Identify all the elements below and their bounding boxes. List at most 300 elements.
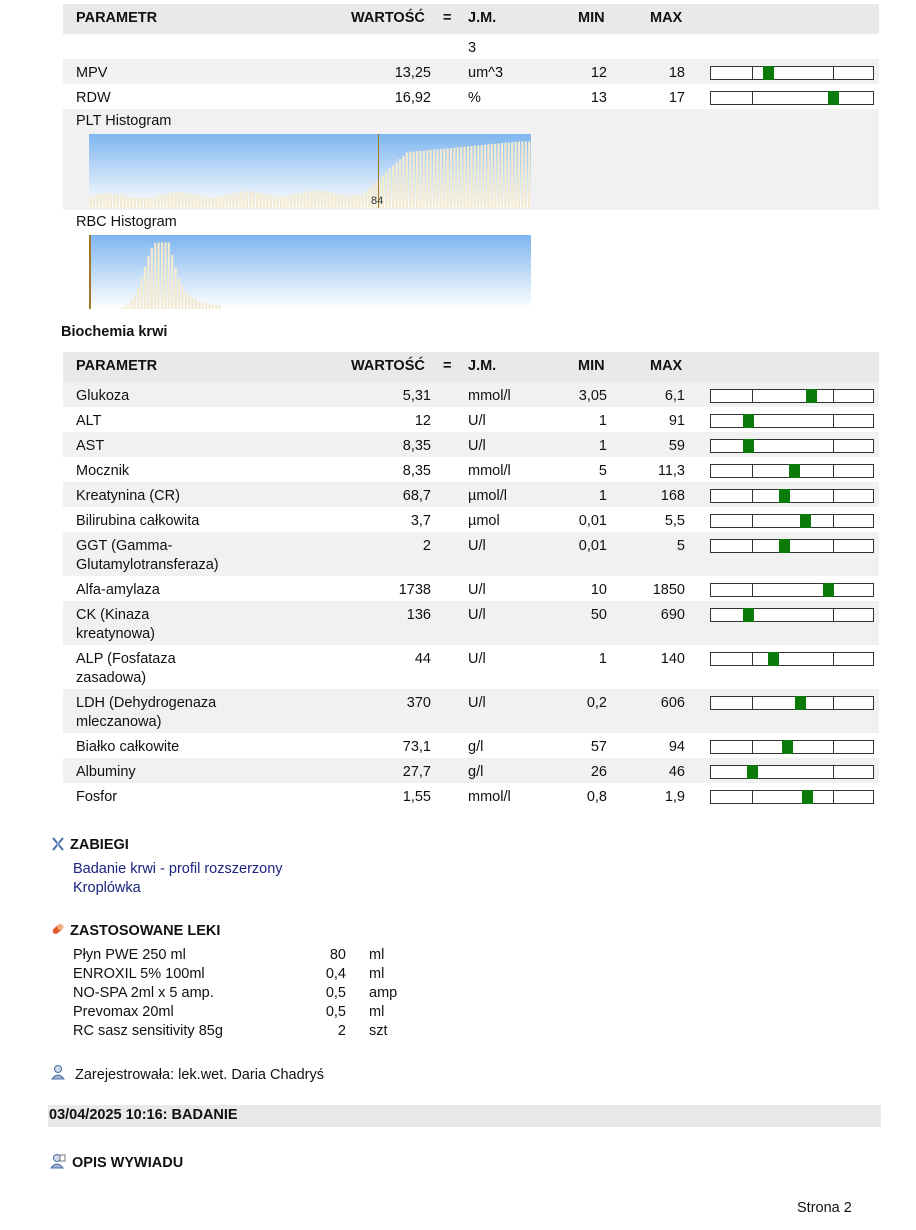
histogram-bar (130, 197, 132, 208)
col-param: PARAMETR (76, 358, 158, 374)
param-name: Bilirubina całkowita (76, 513, 200, 529)
col-max: MAX (650, 10, 683, 26)
histogram-bar (215, 305, 217, 309)
table-row (63, 689, 879, 733)
histogram-bar (324, 191, 326, 208)
histogram-bar (171, 193, 173, 208)
histogram-bar (236, 193, 238, 209)
param-unit: µmol (468, 513, 500, 529)
histogram-bar (158, 196, 160, 208)
histogram-bar (283, 196, 285, 208)
histogram-bar (147, 256, 149, 309)
histogram-bar (192, 194, 194, 208)
histogram-bar (355, 195, 357, 208)
param-name: Albuminy (76, 764, 136, 780)
histogram-bar (270, 195, 272, 208)
range-indicator (710, 66, 874, 80)
histogram-bar (504, 143, 506, 208)
table-row (63, 532, 879, 576)
histogram-bar (154, 197, 156, 209)
histogram-bar (205, 303, 207, 309)
table-row (63, 507, 879, 532)
procedures-icon (50, 836, 66, 852)
histogram-bar (164, 194, 166, 208)
param-unit: U/l (468, 695, 486, 711)
histogram-bar (209, 304, 211, 309)
param-value: 136 (406, 607, 431, 623)
param-unit: U/l (468, 538, 486, 554)
param-unit: 3 (468, 40, 477, 56)
histogram-bar (280, 197, 282, 209)
histogram-bar (198, 301, 200, 309)
param-name: ALT (76, 413, 102, 429)
col-unit: J.M. (468, 358, 497, 374)
range-marker (779, 539, 790, 553)
param-unit: g/l (468, 764, 484, 780)
range-tick (833, 390, 834, 402)
histogram-bar (433, 150, 435, 208)
histogram-bar (168, 243, 170, 310)
histogram-bar (113, 194, 115, 209)
param-name: Mocznik (76, 463, 130, 479)
param-name: LDH (Dehydrogenaza mleczanowa) (76, 695, 217, 730)
param-unit: U/l (468, 582, 486, 598)
histogram-bar (141, 198, 143, 208)
visit-header: 03/04/2025 10:16: BADANIE (49, 1107, 238, 1123)
histogram-bar (161, 243, 163, 310)
param-max: 606 (660, 695, 685, 711)
range-marker (743, 608, 754, 622)
histogram-bar (226, 195, 228, 208)
param-min: 0,01 (578, 513, 607, 529)
histogram-bar (219, 197, 221, 208)
histogram-bar (477, 145, 479, 208)
histogram-bar (416, 151, 418, 208)
param-min: 1 (598, 651, 607, 667)
histogram-bar (321, 191, 323, 208)
param-max: 168 (660, 488, 685, 504)
histogram-bar (253, 192, 255, 208)
histogram-bar (256, 192, 258, 208)
param-value: 370 (406, 695, 431, 711)
param-unit: U/l (468, 651, 486, 667)
param-name: Białko całkowite (76, 739, 180, 755)
table-row (63, 576, 879, 601)
histogram-bar (362, 194, 364, 208)
histogram-bar (141, 278, 143, 309)
histogram-bar (195, 195, 197, 208)
param-min: 3,05 (578, 388, 607, 404)
histogram-bar (120, 308, 122, 309)
table-row (63, 432, 879, 457)
medication-qty: 2 (337, 1023, 346, 1039)
histogram-bar (399, 159, 401, 208)
histogram-bar (164, 243, 166, 310)
procedures-title: ZABIEGI (70, 837, 129, 853)
medication-qty: 0,5 (325, 1004, 346, 1020)
rbc-histogram-bars (89, 235, 531, 309)
histogram-bar (103, 193, 105, 208)
histogram-bar (266, 195, 268, 208)
registered-by: Zarejestrowała: lek.wet. Daria Chadryś (75, 1067, 325, 1083)
range-tick (833, 465, 834, 477)
param-max: 59 (668, 438, 685, 454)
param-min: 1 (598, 488, 607, 504)
range-indicator (710, 765, 874, 779)
param-unit: mmol/l (468, 388, 511, 404)
histogram-bar (440, 149, 442, 208)
medication-qty: 0,4 (325, 966, 346, 982)
param-name: RDW (76, 90, 111, 106)
range-indicator (710, 414, 874, 428)
col-value: WARTOŚĆ (351, 358, 425, 374)
histogram-bar (127, 196, 129, 208)
range-tick (752, 67, 753, 79)
param-value: 3,7 (410, 513, 431, 529)
range-tick (752, 390, 753, 402)
param-min: 10 (590, 582, 607, 598)
param-min: 0,8 (586, 789, 607, 805)
range-tick (833, 653, 834, 665)
param-value: 73,1 (402, 739, 431, 755)
param-unit: % (468, 90, 481, 106)
param-value: 1,55 (402, 789, 431, 805)
histogram-bar (419, 151, 421, 208)
histogram-bar (161, 195, 163, 208)
range-tick (752, 791, 753, 803)
param-unit: µmol/l (468, 488, 507, 504)
histogram-bar (498, 144, 500, 209)
range-tick (833, 540, 834, 552)
histogram-bar (249, 191, 251, 208)
col-min: MIN (578, 10, 605, 26)
range-tick (833, 415, 834, 427)
histogram-bar (511, 142, 513, 208)
range-tick (752, 741, 753, 753)
histogram-bar (120, 195, 122, 208)
param-unit: U/l (468, 438, 486, 454)
plt-histogram-chart (89, 134, 531, 208)
medication-unit: amp (369, 985, 398, 1001)
range-tick (833, 440, 834, 452)
histogram-bar (351, 196, 353, 208)
medication-name: Płyn PWE 250 ml (73, 947, 186, 963)
medication-unit: ml (369, 947, 385, 963)
histogram-bar (124, 196, 126, 209)
histogram-bar (277, 196, 279, 208)
param-value: 8,35 (402, 463, 431, 479)
param-min: 26 (590, 764, 607, 780)
param-min: 13 (590, 90, 607, 106)
biochem-table-header (63, 352, 879, 382)
histogram-bar (338, 194, 340, 208)
medications-title: ZASTOSOWANE LEKI (70, 923, 221, 939)
param-max: 5 (676, 538, 685, 554)
range-marker (782, 740, 793, 754)
histogram-bar (212, 197, 214, 208)
histogram-bar (389, 169, 391, 208)
histogram-bar (450, 148, 452, 208)
param-name: Glukoza (76, 388, 130, 404)
histogram-bar (209, 197, 211, 208)
range-indicator (710, 91, 874, 105)
param-unit: mmol/l (468, 789, 511, 805)
histogram-bar (178, 192, 180, 208)
param-name: MPV (76, 65, 108, 81)
range-tick (752, 92, 753, 104)
range-tick (833, 791, 834, 803)
histogram-bar (137, 198, 139, 208)
histogram-bar (175, 268, 177, 309)
histogram-bar (93, 195, 95, 208)
param-max: 140 (660, 651, 685, 667)
medication-name: RC sasz sensitivity 85g (73, 1023, 223, 1039)
visit-header-bar (48, 1105, 881, 1127)
param-unit: U/l (468, 607, 486, 623)
range-marker (768, 652, 779, 666)
histogram-bar (297, 194, 299, 208)
pill-icon (50, 921, 66, 937)
histogram-bar (436, 149, 438, 208)
histogram-bar (528, 142, 530, 209)
histogram-bar (406, 153, 408, 209)
param-max: 94 (668, 739, 685, 755)
range-indicator (710, 514, 874, 528)
table-row (63, 783, 879, 808)
param-value: 16,92 (394, 90, 431, 106)
table-row (63, 601, 879, 645)
table-row (63, 645, 879, 689)
procedure-item[interactable]: Badanie krwi - profil rozszerzony (73, 861, 283, 877)
table-row (63, 733, 879, 758)
range-tick (752, 465, 753, 477)
range-tick (833, 609, 834, 621)
medication-unit: ml (369, 966, 385, 982)
histogram-bar (117, 194, 119, 208)
histogram-bar (222, 196, 224, 208)
col-unit: J.M. (468, 10, 497, 26)
param-name: ALP (Fosfataza zasadowa) (76, 651, 176, 686)
rbc-histogram-chart (89, 235, 531, 309)
range-tick (833, 766, 834, 778)
param-unit: um^3 (468, 65, 504, 81)
histogram-bar (263, 194, 265, 208)
range-indicator (710, 439, 874, 453)
procedure-item[interactable]: Kroplówka (73, 880, 141, 896)
range-tick (752, 697, 753, 709)
range-tick (752, 653, 753, 665)
page-number: Strona 2 (797, 1200, 852, 1216)
histogram-bar (345, 195, 347, 208)
histogram-bar (525, 142, 527, 209)
param-value: 8,35 (402, 438, 431, 454)
param-min: 5 (598, 463, 607, 479)
histogram-bar (212, 305, 214, 309)
histogram-bar (127, 304, 129, 309)
histogram-bar (385, 172, 387, 208)
param-min: 0,2 (586, 695, 607, 711)
top-table-header (63, 4, 879, 34)
range-marker (802, 790, 813, 804)
plt-histogram-title: PLT Histogram (76, 113, 172, 129)
param-min: 12 (590, 65, 607, 81)
histogram-bar (464, 147, 466, 208)
histogram-bar (239, 192, 241, 208)
histogram-bar (307, 191, 309, 208)
histogram-bar (341, 195, 343, 208)
histogram-bar (188, 194, 190, 209)
range-marker (763, 66, 774, 80)
range-marker (779, 489, 790, 503)
histogram-bar (107, 193, 109, 208)
histogram-bar (134, 295, 136, 309)
col-param: PARAMETR (76, 10, 158, 26)
param-max: 46 (668, 764, 685, 780)
medication-name: Prevomax 20ml (73, 1004, 174, 1020)
histogram-bar (195, 300, 197, 309)
col-min: MIN (578, 358, 605, 374)
histogram-bar (413, 152, 415, 209)
param-value: 12 (414, 413, 431, 429)
interview-title: OPIS WYWIADU (72, 1155, 184, 1171)
histogram-bar (287, 196, 289, 208)
histogram-bar (205, 197, 207, 208)
medication-qty: 80 (329, 947, 346, 963)
range-indicator (710, 464, 874, 478)
range-indicator (710, 583, 874, 597)
histogram-bar (457, 147, 459, 208)
histogram-bar (317, 191, 319, 209)
histogram-bar (392, 166, 394, 209)
histogram-bar (134, 198, 136, 208)
histogram-bar (215, 197, 217, 208)
param-max: 91 (668, 413, 685, 429)
histogram-bar (243, 192, 245, 209)
param-value: 2 (422, 538, 431, 554)
table-row (63, 758, 879, 783)
histogram-bar (290, 195, 292, 208)
histogram-bar (467, 146, 469, 208)
medication-unit: ml (369, 1004, 385, 1020)
param-max: 690 (660, 607, 685, 623)
histogram-bar (358, 195, 360, 208)
param-unit: U/l (468, 413, 486, 429)
histogram-bar (423, 151, 425, 208)
histogram-bar (518, 142, 520, 209)
histogram-bar (181, 192, 183, 208)
histogram-bar (96, 194, 98, 208)
histogram-bar (453, 148, 455, 208)
col-value: WARTOŚĆ (351, 10, 425, 26)
param-min: 50 (590, 607, 607, 623)
histogram-bar (430, 150, 432, 208)
histogram-bar (311, 191, 313, 208)
rbc-threshold-line (89, 235, 91, 309)
col-eq: = (443, 10, 452, 26)
param-name: GGT (Gamma- Glutamylotransferaza) (76, 538, 219, 573)
range-indicator (710, 389, 874, 403)
user-icon (50, 1064, 66, 1080)
range-tick (752, 584, 753, 596)
histogram-bar (117, 309, 119, 310)
param-max: 11,3 (657, 463, 685, 479)
histogram-bar (443, 149, 445, 208)
range-indicator (710, 489, 874, 503)
histogram-bar (491, 144, 493, 208)
param-max: 18 (668, 65, 685, 81)
interview-icon (50, 1153, 66, 1169)
param-unit: mmol/l (468, 463, 511, 479)
histogram-bar (300, 193, 302, 208)
histogram-bar (151, 248, 153, 309)
range-marker (800, 514, 811, 528)
range-marker (795, 696, 806, 710)
histogram-bar (474, 146, 476, 208)
param-name: CK (Kinaza kreatynowa) (76, 607, 155, 642)
range-tick (752, 515, 753, 527)
histogram-bar (229, 194, 231, 208)
histogram-bar (219, 306, 221, 309)
histogram-bar (171, 255, 173, 309)
param-value: 68,7 (402, 488, 431, 504)
biochem-title: Biochemia krwi (61, 324, 168, 340)
histogram-bar (124, 307, 126, 309)
param-name: Fosfor (76, 789, 118, 805)
range-tick (833, 67, 834, 79)
param-max: 6,1 (664, 388, 685, 404)
col-eq: = (443, 358, 452, 374)
histogram-bar (192, 298, 194, 309)
histogram-bar (501, 143, 503, 208)
table-row (63, 407, 879, 432)
histogram-bar (260, 193, 262, 208)
histogram-bar (508, 143, 510, 209)
param-value: 13,25 (394, 65, 431, 81)
histogram-bar (151, 197, 153, 208)
histogram-bar (521, 142, 523, 209)
histogram-bar (188, 295, 190, 309)
range-marker (743, 414, 754, 428)
range-tick (752, 490, 753, 502)
histogram-bar (494, 144, 496, 208)
range-marker (743, 439, 754, 453)
range-marker (806, 389, 817, 403)
medication-name: ENROXIL 5% 100ml (73, 966, 205, 982)
histogram-bar (232, 193, 234, 208)
param-name: AST (76, 438, 105, 454)
param-unit: g/l (468, 739, 484, 755)
histogram-bar (515, 142, 517, 208)
histogram-bar (90, 196, 92, 208)
param-max: 17 (668, 90, 685, 106)
range-tick (833, 515, 834, 527)
medication-unit: szt (369, 1023, 388, 1039)
histogram-bar (314, 191, 316, 209)
medication-qty: 0,5 (325, 985, 346, 1001)
rbc-histogram-title: RBC Histogram (76, 214, 177, 230)
param-value: 5,31 (402, 388, 431, 404)
table-row (63, 84, 879, 109)
histogram-bar (100, 194, 102, 208)
histogram-bar (168, 193, 170, 208)
param-min: 1 (598, 413, 607, 429)
param-value: 27,7 (402, 764, 431, 780)
range-marker (789, 464, 800, 478)
range-indicator (710, 652, 874, 666)
param-name: Alfa-amylaza (76, 582, 160, 598)
histogram-bar (304, 192, 306, 208)
histogram-bar (202, 197, 204, 209)
